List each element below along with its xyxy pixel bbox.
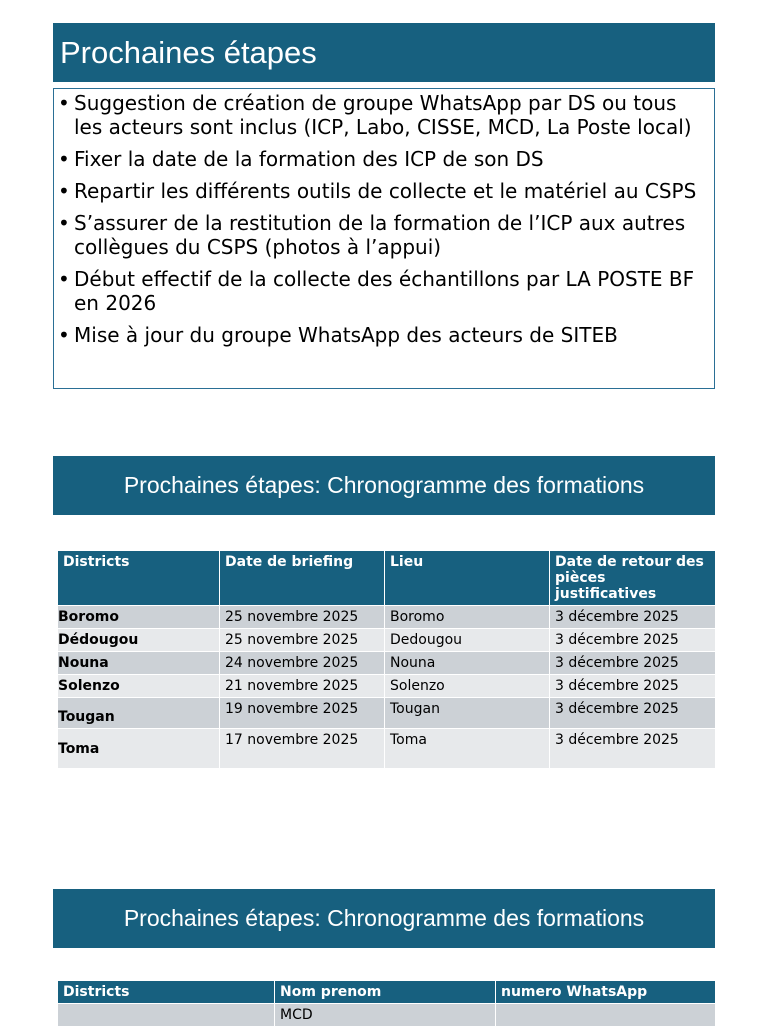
list-item: • Fixer la date de la formation des ICP de son DS xyxy=(58,147,706,171)
district-cell: Boromo xyxy=(58,606,220,629)
list-item: • Repartir les différents outils de collecte et le matériel au CSPS xyxy=(58,179,706,203)
table-row xyxy=(58,629,716,652)
location-cell: Nouna xyxy=(385,652,550,675)
section-banner-chronogramme xyxy=(53,456,715,515)
list-item: • S’assurer de la restitution de la formation de l’ICP aux autres collègues du CSPS (photos à l’appui) xyxy=(58,211,706,259)
return-date-cell: 3 décembre 2025 xyxy=(550,698,716,729)
district-cell: Solenzo xyxy=(58,675,220,698)
briefing-date-cell: 24 novembre 2025 xyxy=(220,652,385,675)
district-cell: Toma xyxy=(58,729,220,769)
location-cell: Boromo xyxy=(385,606,550,629)
contacts-table xyxy=(57,980,716,1027)
whatsapp-number-cell xyxy=(496,1004,716,1027)
district-cell xyxy=(58,1004,275,1027)
briefing-date-cell: 25 novembre 2025 xyxy=(220,629,385,652)
table-row xyxy=(58,1004,716,1027)
location-cell: Tougan xyxy=(385,698,550,729)
section-banner-prochaines-etapes xyxy=(53,23,715,82)
column-header-districts: Districts xyxy=(58,981,275,1004)
table-row xyxy=(58,729,716,769)
column-header-date-briefing: Date de briefing xyxy=(220,551,385,606)
column-header-lieu: Lieu xyxy=(385,551,550,606)
return-date-cell: 3 décembre 2025 xyxy=(550,675,716,698)
banner-title: Prochaines étapes: Chronogramme des formations xyxy=(123,472,645,498)
table-row xyxy=(58,606,716,629)
column-header-districts: Districts xyxy=(58,551,220,606)
return-date-cell: 3 décembre 2025 xyxy=(550,629,716,652)
table-row xyxy=(58,652,716,675)
table-row xyxy=(58,675,716,698)
return-date-cell: 3 décembre 2025 xyxy=(550,729,716,769)
district-cell: Tougan xyxy=(58,698,220,729)
location-cell: Toma xyxy=(385,729,550,769)
location-cell: Solenzo xyxy=(385,675,550,698)
column-header-numero-whatsapp: numero WhatsApp xyxy=(496,981,716,1004)
district-cell: Nouna xyxy=(58,652,220,675)
table-row xyxy=(58,698,716,729)
banner-title: Prochaines étapes: Chronogramme des formations xyxy=(123,905,645,931)
briefing-date-cell: 25 novembre 2025 xyxy=(220,606,385,629)
name-cell: MCD xyxy=(275,1004,496,1027)
list-item: • Début effectif de la collecte des échantillons par LA POSTE BF en 2026 xyxy=(58,267,706,315)
column-header-date-retour: Date de retour des pièces justificatives xyxy=(550,551,716,606)
training-schedule-table xyxy=(57,550,716,769)
banner-title: Prochaines étapes xyxy=(60,35,317,70)
next-steps-box xyxy=(53,88,715,389)
section-banner-chronogramme-2 xyxy=(53,889,715,948)
table-header-row xyxy=(58,551,716,606)
list-item: • Suggestion de création de groupe WhatsApp par DS ou tous les acteurs sont inclus (ICP, Labo, CISSE, MCD, La Poste local) xyxy=(58,91,706,139)
next-steps-list xyxy=(54,89,714,347)
district-cell: Dédougou xyxy=(58,629,220,652)
briefing-date-cell: 17 novembre 2025 xyxy=(220,729,385,769)
return-date-cell: 3 décembre 2025 xyxy=(550,652,716,675)
location-cell: Dedougou xyxy=(385,629,550,652)
table-header-row xyxy=(58,981,716,1004)
briefing-date-cell: 19 novembre 2025 xyxy=(220,698,385,729)
return-date-cell: 3 décembre 2025 xyxy=(550,606,716,629)
column-header-nom-prenom: Nom prenom xyxy=(275,981,496,1004)
briefing-date-cell: 21 novembre 2025 xyxy=(220,675,385,698)
list-item: • Mise à jour du groupe WhatsApp des acteurs de SITEB xyxy=(58,323,706,347)
